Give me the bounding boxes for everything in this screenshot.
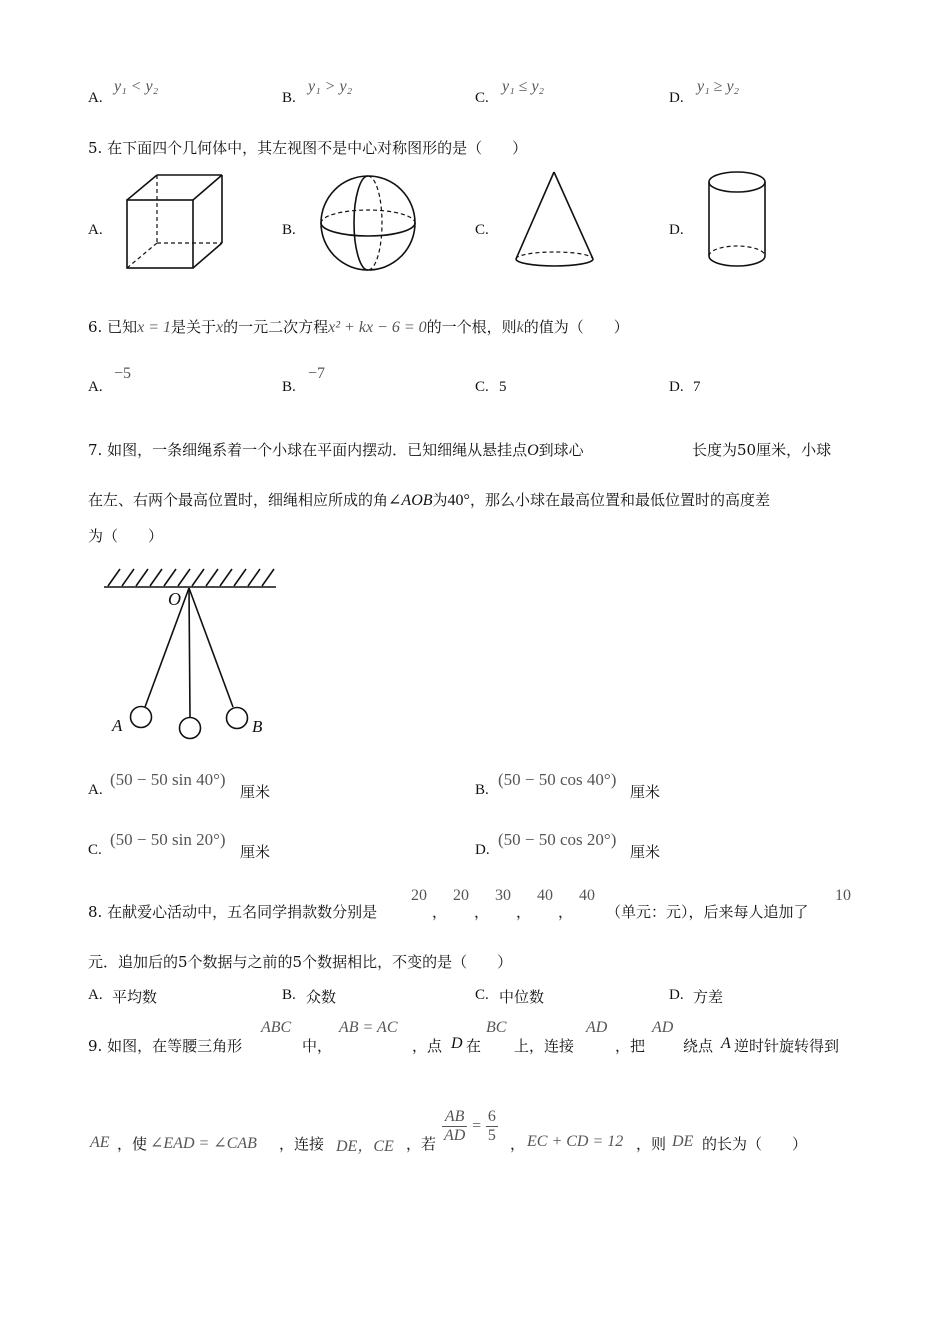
q8-value-6: 10 [835,887,851,904]
q7-option-c-unit: 厘米 [240,843,271,861]
q7-line-2 [88,489,770,510]
pendulum-figure [100,565,280,743]
cylinder-figure [704,168,770,272]
q6-text-5: 的值为（ ） [523,318,629,336]
q9-ad-2: AD [652,1019,674,1036]
q8-comma-2: ， [474,903,490,921]
q7-option-b-unit: 厘米 [630,783,661,801]
q6-option-a-label: A. [88,379,103,395]
q9-text-12: ， [510,1135,526,1153]
q8-comma-4: ， [558,903,574,921]
q4-option-a-label: A. [88,90,103,106]
q9-text-13: ，则 [636,1135,667,1153]
q9-ab-eq-ac: AB = AC [339,1019,398,1036]
q7-option-b-expr: (50 − 50 cos 40°) [498,770,617,789]
q8-value-1: 20 [411,887,427,904]
label-a: A [112,716,123,735]
q6-option-d-value: 7 [693,379,701,395]
q9-ae: AE [90,1134,110,1151]
q7-option-c-expr: (50 − 50 sin 20°) [110,830,226,849]
q4-option-c-label: C. [475,90,489,106]
q9-text-4: 在 [466,1037,482,1055]
q9-point-a: A [721,1035,731,1052]
q9-angle-eq: ∠EAD = ∠CAB [150,1135,257,1152]
q5-option-d-label: D. [669,222,684,238]
q6-expr-1: x = 1 [137,319,171,336]
q8-value-4: 40 [537,887,553,904]
q8-comma-3: ， [516,903,532,921]
q6-stem [88,316,629,337]
q7-text-2: 到球心 [538,441,584,459]
q9-text-6: ，把 [615,1037,646,1055]
q9-ratio-den: 5 [487,1127,496,1144]
q9-de: DE [672,1133,694,1150]
q7-option-a-unit: 厘米 [240,783,271,801]
q9-abc: ABC [261,1019,292,1036]
q9-frac-num: AB [442,1108,467,1127]
cone-figure [510,168,600,272]
q7-option-a-expr: (50 − 50 sin 40°) [110,770,226,789]
q7-option-d-unit: 厘米 [630,843,661,861]
q9-text-7: 绕点 [683,1037,714,1055]
q7-line-1 [88,439,584,460]
q7-text-4: 在左、右两个最高位置时，细绳相应所成的角 [88,491,389,509]
label-b: B [252,717,263,736]
q5-stem: 5. 在下面四个几何体中，其左视图不是中心对称图形的是（ ） [88,139,528,157]
cube-figure [122,170,226,272]
q9-text-11: ，若 [406,1135,437,1153]
q6-option-a-value: −5 [114,365,132,382]
q5-option-c-label: C. [475,222,489,238]
q7-text-6: ，那么小球在最高位置和最低位置时的高度差 [469,491,770,509]
label-o: O [168,589,181,609]
q6-text-1: 6. 已知 [88,318,138,336]
q9-ratio-num: 6 [487,1108,496,1125]
q9-text-5: 上，连接 [514,1037,575,1055]
q9-bc: BC [486,1019,507,1036]
q7-text-3: 长度为50厘米，小球 [692,441,832,459]
q9-frac-den: AD [444,1127,466,1144]
q4-option-d-label: D. [669,90,684,106]
q4-option-b-expr: y₁ > y₂ [308,78,353,95]
q4-option-c-expr: y₁ ≤ y₂ [502,78,545,95]
q6-option-d-label: D. [669,379,684,395]
q8-option-d-text: 方差 [693,988,724,1006]
q4-option-b-label: B. [282,90,296,106]
q7-option-a-label: A. [88,782,103,798]
q5-option-b-label: B. [282,222,296,238]
q9-point-d: D [451,1035,463,1052]
q6-option-c-label: C. [475,379,489,395]
q9-text-14: 的长为（ ） [702,1135,808,1153]
q6-option-b-label: B. [282,379,296,395]
q9-text-1: 9. 如图，在等腰三角形 [88,1037,243,1055]
q7-text-7: 为（ ） [88,527,164,545]
q9-text-8: 逆时针旋转得到 [734,1037,840,1055]
q9-frac-equals: = [472,1117,482,1135]
q9-fraction-ab-ad [442,1108,498,1145]
q8-option-c-label: C. [475,987,489,1003]
q9-de-ce: DE，CE [336,1138,394,1155]
q7-angle: ∠AOB [388,492,433,509]
q9-text-9: ，使 [117,1135,148,1153]
q6-expr-4: k [516,319,524,336]
q8-option-b-text: 众数 [306,988,337,1006]
q8-comma-1: ， [432,903,448,921]
q7-text-5: 为 [432,491,448,509]
q7-option-c-label: C. [88,842,102,858]
q8-text-1: 8. 在献爱心活动中，五名同学捐款数分别是 [88,903,378,921]
q8-value-2: 20 [453,887,469,904]
q6-text-2: 是关于 [171,318,217,336]
q7-option-d-label: D. [475,842,490,858]
q8-text-2: （单元：元），后来每人追加了 [606,903,809,921]
q4-option-a-expr: y₁ < y₂ [114,78,159,95]
q7-option-b-label: B. [475,782,489,798]
q8-option-c-text: 中位数 [499,988,545,1006]
sphere-figure [318,174,418,272]
q9-text-10: ，连接 [279,1135,325,1153]
q7-degree: 40° [447,492,470,509]
q8-text-3: 元．追加后的5个数据与之前的5个数据相比，不变的是（ ） [88,953,513,971]
q8-value-3: 30 [495,887,511,904]
q6-option-c-value: 5 [499,379,507,395]
q6-option-b-value: −7 [308,365,326,382]
q9-text-2: 中， [302,1037,333,1055]
q7-point-o: O [527,442,539,459]
q9-text-3: ，点 [412,1037,443,1055]
q6-expr-3: x² + kx − 6 = 0 [328,319,427,336]
q5-option-a-label: A. [88,222,103,238]
q8-option-d-label: D. [669,987,684,1003]
q8-value-5: 40 [579,887,595,904]
q4-option-d-expr: y₁ ≥ y₂ [697,78,740,95]
q6-text-4: 的一个根，则 [426,318,517,336]
q7-text-1: 7. 如图，一条细绳系着一个小球在平面内摆动．已知细绳从悬挂点 [88,441,528,459]
q8-option-b-label: B. [282,987,296,1003]
q6-text-3: 的一元二次方程 [223,318,329,336]
q6-expr-2: x [216,319,224,336]
q7-option-d-expr: (50 − 50 cos 20°) [498,830,617,849]
q8-option-a-text: 平均数 [112,988,158,1006]
q9-ad: AD [586,1019,608,1036]
q8-option-a-label: A. [88,987,103,1003]
q9-sum: EC + CD = 12 [527,1133,624,1150]
